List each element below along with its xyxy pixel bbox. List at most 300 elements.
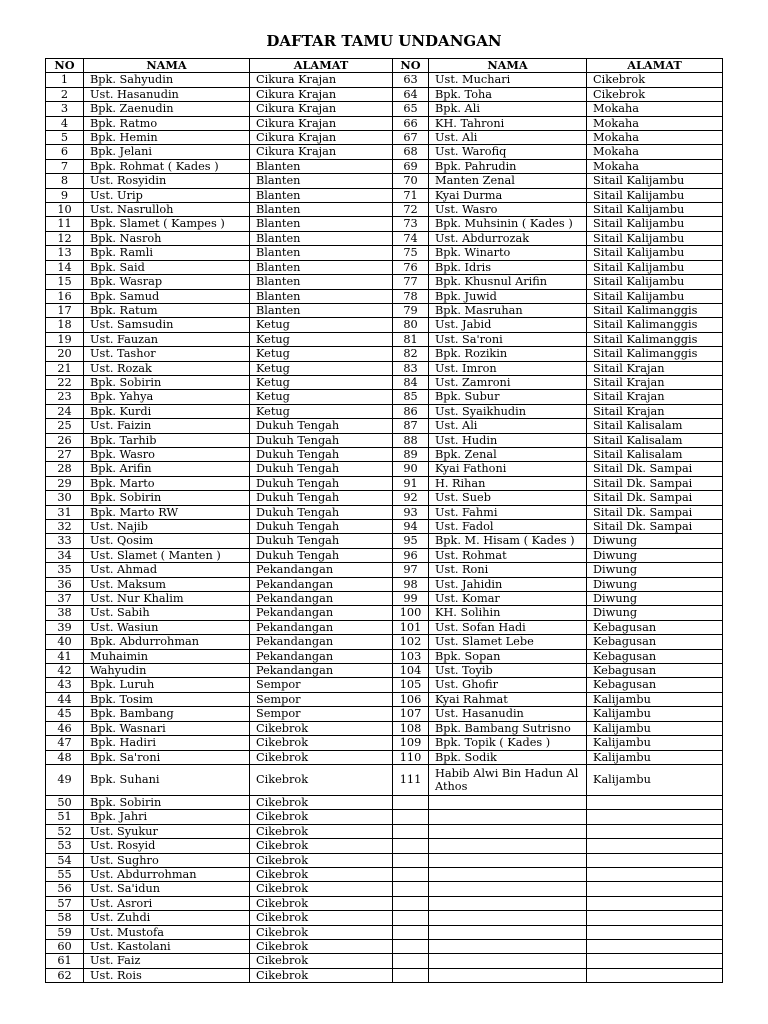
cell-no: 20 — [46, 347, 84, 361]
cell-nama: Bpk. Muhsinin ( Kades ) — [429, 217, 587, 231]
cell-alamat: Mokaha — [587, 131, 723, 145]
table-row — [46, 390, 723, 404]
cell-alamat: Sitail Kalimanggis — [587, 347, 723, 361]
empty-cell — [429, 925, 587, 939]
cell-alamat: Kalijambu — [587, 736, 723, 750]
cell-nama: Ust. Rohmat — [429, 548, 587, 562]
cell-nama: Ust. Zamroni — [429, 375, 587, 389]
cell-nama: Bpk. Juwid — [429, 289, 587, 303]
empty-cell — [587, 911, 723, 925]
cell-no: 62 — [46, 968, 84, 982]
cell-nama: H. Rihan — [429, 476, 587, 490]
empty-cell — [587, 925, 723, 939]
cell-alamat: Diwung — [587, 606, 723, 620]
cell-nama: Ust. Abdurrohman — [84, 867, 250, 881]
cell-no: 71 — [393, 188, 429, 202]
cell-alamat: Sempor — [250, 678, 393, 692]
cell-no: 24 — [46, 404, 84, 418]
cell-nama: Bpk. M. Hisam ( Kades ) — [429, 534, 587, 548]
cell-nama: Bpk. Rozikin — [429, 347, 587, 361]
cell-alamat: Diwung — [587, 563, 723, 577]
cell-nama: Ust. Fahmi — [429, 505, 587, 519]
cell-no: 32 — [46, 520, 84, 534]
table-row — [46, 707, 723, 721]
cell-alamat: Ketug — [250, 390, 393, 404]
cell-alamat: Pekandangan — [250, 664, 393, 678]
cell-no: 83 — [393, 361, 429, 375]
table-row — [46, 318, 723, 332]
cell-nama: Bpk. Sopan — [429, 649, 587, 663]
cell-no: 78 — [393, 289, 429, 303]
cell-no: 53 — [46, 839, 84, 853]
table-row — [46, 520, 723, 534]
cell-nama: KH. Tahroni — [429, 116, 587, 130]
table-row — [46, 692, 723, 706]
cell-no: 80 — [393, 318, 429, 332]
cell-nama: Ust. Rozak — [84, 361, 250, 375]
empty-cell — [587, 939, 723, 953]
cell-nama: Ust. Wasiun — [84, 620, 250, 634]
cell-no: 109 — [393, 736, 429, 750]
cell-no: 1 — [46, 73, 84, 87]
empty-cell — [393, 968, 429, 982]
cell-alamat: Kebagusan — [587, 635, 723, 649]
cell-alamat: Cikebrok — [250, 750, 393, 764]
cell-nama: Ust. Ahmad — [84, 563, 250, 577]
table-row — [46, 246, 723, 260]
cell-no: 12 — [46, 231, 84, 245]
cell-no: 36 — [46, 577, 84, 591]
cell-alamat: Cikebrok — [250, 968, 393, 982]
table-row — [46, 795, 723, 809]
cell-nama: Bpk. Sobirin — [84, 375, 250, 389]
cell-no: 46 — [46, 721, 84, 735]
cell-no: 105 — [393, 678, 429, 692]
cell-no: 57 — [46, 896, 84, 910]
cell-nama: Ust. Slamet Lebe — [429, 635, 587, 649]
cell-alamat: Cikebrok — [250, 839, 393, 853]
table-row — [46, 736, 723, 750]
table-row — [46, 939, 723, 953]
cell-nama: Bpk. Ratmo — [84, 116, 250, 130]
empty-cell — [429, 882, 587, 896]
table-row — [46, 882, 723, 896]
empty-cell — [429, 853, 587, 867]
cell-no: 37 — [46, 592, 84, 606]
cell-nama: Bpk. Hadiri — [84, 736, 250, 750]
cell-no: 15 — [46, 275, 84, 289]
cell-no: 59 — [46, 925, 84, 939]
cell-no: 58 — [46, 911, 84, 925]
cell-no: 18 — [46, 318, 84, 332]
cell-no: 51 — [46, 810, 84, 824]
cell-nama: Bpk. Bambang — [84, 707, 250, 721]
cell-alamat: Cikebrok — [250, 736, 393, 750]
cell-nama: Ust. Imron — [429, 361, 587, 375]
cell-nama: Bpk. Sobirin — [84, 795, 250, 809]
cell-no: 55 — [46, 867, 84, 881]
empty-cell — [429, 939, 587, 953]
cell-no: 16 — [46, 289, 84, 303]
empty-cell — [587, 810, 723, 824]
cell-nama: Ust. Hasanudin — [84, 87, 250, 101]
cell-no: 100 — [393, 606, 429, 620]
cell-alamat: Sitail Kalisalam — [587, 447, 723, 461]
cell-no: 42 — [46, 664, 84, 678]
empty-cell — [587, 954, 723, 968]
cell-nama: Kyai Rahmat — [429, 692, 587, 706]
cell-nama: Ust. Syaikhudin — [429, 404, 587, 418]
cell-no: 30 — [46, 491, 84, 505]
cell-no: 38 — [46, 606, 84, 620]
cell-no: 39 — [46, 620, 84, 634]
cell-alamat: Sitail Kalijambu — [587, 174, 723, 188]
table-row — [46, 260, 723, 274]
cell-no: 17 — [46, 303, 84, 317]
cell-no: 90 — [393, 462, 429, 476]
cell-alamat: Kalijambu — [587, 750, 723, 764]
cell-no: 72 — [393, 203, 429, 217]
cell-nama: Ust. Mustofa — [84, 925, 250, 939]
cell-alamat: Dukuh Tengah — [250, 520, 393, 534]
guest-table — [45, 58, 723, 983]
cell-no: 60 — [46, 939, 84, 953]
cell-no: 95 — [393, 534, 429, 548]
cell-no: 4 — [46, 116, 84, 130]
cell-no: 102 — [393, 635, 429, 649]
cell-nama: Bpk. Abdurrohman — [84, 635, 250, 649]
cell-alamat: Cikebrok — [250, 882, 393, 896]
cell-no: 64 — [393, 87, 429, 101]
cell-nama: Ust. Sa'roni — [429, 332, 587, 346]
table-row — [46, 102, 723, 116]
table-row — [46, 289, 723, 303]
cell-alamat: Sitail Kalijambu — [587, 188, 723, 202]
empty-cell — [429, 867, 587, 881]
cell-no: 79 — [393, 303, 429, 317]
cell-alamat: Dukuh Tengah — [250, 505, 393, 519]
empty-cell — [587, 853, 723, 867]
cell-no: 104 — [393, 664, 429, 678]
cell-alamat: Cikebrok — [250, 764, 393, 795]
cell-no: 67 — [393, 131, 429, 145]
cell-no: 82 — [393, 347, 429, 361]
cell-nama: Bpk. Kurdi — [84, 404, 250, 418]
empty-cell — [393, 867, 429, 881]
table-row — [46, 73, 723, 87]
cell-no: 74 — [393, 231, 429, 245]
cell-no: 40 — [46, 635, 84, 649]
table-row — [46, 606, 723, 620]
cell-nama: Ust. Sughro — [84, 853, 250, 867]
cell-no: 103 — [393, 649, 429, 663]
cell-alamat: Kalijambu — [587, 764, 723, 795]
cell-nama: Bpk. Ratum — [84, 303, 250, 317]
cell-alamat: Diwung — [587, 577, 723, 591]
cell-no: 76 — [393, 260, 429, 274]
empty-cell — [587, 824, 723, 838]
table-row — [46, 476, 723, 490]
cell-alamat: Pekandangan — [250, 606, 393, 620]
cell-nama: Bpk. Sobirin — [84, 491, 250, 505]
cell-no: 31 — [46, 505, 84, 519]
cell-nama: Ust. Maksum — [84, 577, 250, 591]
table-row — [46, 548, 723, 562]
table-row — [46, 505, 723, 519]
cell-nama: Manten Zenal — [429, 174, 587, 188]
empty-cell — [587, 968, 723, 982]
cell-no: 6 — [46, 145, 84, 159]
cell-alamat: Sitail Krajan — [587, 375, 723, 389]
cell-alamat: Cikebrok — [250, 824, 393, 838]
table-row — [46, 563, 723, 577]
cell-no: 99 — [393, 592, 429, 606]
cell-alamat: Pekandangan — [250, 563, 393, 577]
cell-no: 73 — [393, 217, 429, 231]
cell-alamat: Mokaha — [587, 102, 723, 116]
cell-no: 91 — [393, 476, 429, 490]
table-row — [46, 764, 723, 795]
cell-nama: Bpk. Arifin — [84, 462, 250, 476]
empty-cell — [587, 839, 723, 853]
cell-nama: Ust. Sabih — [84, 606, 250, 620]
cell-no: 98 — [393, 577, 429, 591]
cell-alamat: Sitail Kalijambu — [587, 217, 723, 231]
table-row — [46, 275, 723, 289]
cell-nama: Ust. Urip — [84, 188, 250, 202]
header-no: NO — [46, 59, 84, 73]
cell-alamat: Cikura Krajan — [250, 131, 393, 145]
cell-no: 86 — [393, 404, 429, 418]
table-row — [46, 231, 723, 245]
empty-cell — [393, 954, 429, 968]
cell-alamat: Kebagusan — [587, 649, 723, 663]
cell-alamat: Ketug — [250, 404, 393, 418]
cell-no: 21 — [46, 361, 84, 375]
cell-nama: Ust. Jahidin — [429, 577, 587, 591]
cell-nama: Ust. Warofiq — [429, 145, 587, 159]
table-row — [46, 131, 723, 145]
cell-alamat: Pekandangan — [250, 620, 393, 634]
cell-nama: Bpk. Khusnul Arifin — [429, 275, 587, 289]
cell-no: 19 — [46, 332, 84, 346]
cell-nama: Bpk. Idris — [429, 260, 587, 274]
cell-alamat: Ketug — [250, 361, 393, 375]
empty-cell — [393, 896, 429, 910]
cell-nama: Ust. Ali — [429, 419, 587, 433]
cell-alamat: Cikebrok — [587, 87, 723, 101]
cell-alamat: Dukuh Tengah — [250, 462, 393, 476]
empty-cell — [393, 882, 429, 896]
cell-alamat: Blanten — [250, 260, 393, 274]
cell-alamat: Cikebrok — [250, 810, 393, 824]
table-row — [46, 853, 723, 867]
cell-nama: Bpk. Suhani — [84, 764, 250, 795]
table-row — [46, 462, 723, 476]
table-row — [46, 361, 723, 375]
cell-nama: Ust. Abdurrozak — [429, 231, 587, 245]
cell-nama: Ust. Sueb — [429, 491, 587, 505]
cell-alamat: Sitail Krajan — [587, 404, 723, 418]
cell-alamat: Cikebrok — [250, 925, 393, 939]
cell-nama: Ust. Hudin — [429, 433, 587, 447]
empty-cell — [393, 795, 429, 809]
cell-no: 14 — [46, 260, 84, 274]
cell-no: 88 — [393, 433, 429, 447]
cell-no: 84 — [393, 375, 429, 389]
empty-cell — [393, 839, 429, 853]
cell-nama: Ust. Fauzan — [84, 332, 250, 346]
cell-no: 75 — [393, 246, 429, 260]
cell-no: 2 — [46, 87, 84, 101]
cell-alamat: Ketug — [250, 347, 393, 361]
cell-no: 56 — [46, 882, 84, 896]
cell-nama: Bpk. Sodik — [429, 750, 587, 764]
cell-no: 101 — [393, 620, 429, 634]
cell-alamat: Sitail Kalimanggis — [587, 332, 723, 346]
cell-nama: Bpk. Wasro — [84, 447, 250, 461]
table-row — [46, 925, 723, 939]
empty-cell — [587, 795, 723, 809]
cell-nama: Bpk. Rohmat ( Kades ) — [84, 159, 250, 173]
cell-alamat: Cikura Krajan — [250, 87, 393, 101]
cell-no: 27 — [46, 447, 84, 461]
cell-nama: Ust. Wasro — [429, 203, 587, 217]
cell-alamat: Cikebrok — [250, 896, 393, 910]
cell-alamat: Blanten — [250, 246, 393, 260]
cell-alamat: Kebagusan — [587, 678, 723, 692]
table-row — [46, 824, 723, 838]
cell-alamat: Sitail Kalijambu — [587, 231, 723, 245]
table-row — [46, 159, 723, 173]
cell-alamat: Dukuh Tengah — [250, 433, 393, 447]
cell-nama: Ust. Zuhdi — [84, 911, 250, 925]
cell-alamat: Dukuh Tengah — [250, 534, 393, 548]
table-row — [46, 188, 723, 202]
table-row — [46, 839, 723, 853]
cell-no: 45 — [46, 707, 84, 721]
cell-nama: Bpk. Yahya — [84, 390, 250, 404]
table-row — [46, 447, 723, 461]
cell-nama: Ust. Sofan Hadi — [429, 620, 587, 634]
cell-nama: Bpk. Zenal — [429, 447, 587, 461]
table-row — [46, 577, 723, 591]
cell-alamat: Sitail Dk. Sampai — [587, 520, 723, 534]
cell-nama: Ust. Rosyid — [84, 839, 250, 853]
cell-nama: Bpk. Luruh — [84, 678, 250, 692]
cell-no: 49 — [46, 764, 84, 795]
cell-nama: Bpk. Toha — [429, 87, 587, 101]
cell-alamat: Sitail Kalimanggis — [587, 303, 723, 317]
cell-nama: Bpk. Wasnari — [84, 721, 250, 735]
cell-alamat: Sempor — [250, 692, 393, 706]
cell-no: 65 — [393, 102, 429, 116]
table-row — [46, 534, 723, 548]
cell-alamat: Blanten — [250, 159, 393, 173]
cell-nama: Bpk. Pahrudin — [429, 159, 587, 173]
cell-nama: Ust. Komar — [429, 592, 587, 606]
cell-alamat: Kalijambu — [587, 721, 723, 735]
table-row — [46, 116, 723, 130]
cell-alamat: Cikebrok — [250, 911, 393, 925]
cell-no: 111 — [393, 764, 429, 795]
cell-nama: Bpk. Topik ( Kades ) — [429, 736, 587, 750]
cell-alamat: Blanten — [250, 217, 393, 231]
cell-alamat: Sitail Kalijambu — [587, 289, 723, 303]
header-row — [46, 59, 723, 73]
cell-no: 11 — [46, 217, 84, 231]
cell-no: 97 — [393, 563, 429, 577]
cell-no: 10 — [46, 203, 84, 217]
cell-nama: Ust. Najib — [84, 520, 250, 534]
cell-nama: Bpk. Jelani — [84, 145, 250, 159]
cell-no: 8 — [46, 174, 84, 188]
cell-no: 89 — [393, 447, 429, 461]
cell-nama: Bpk. Slamet ( Kampes ) — [84, 217, 250, 231]
cell-alamat: Sitail Kalijambu — [587, 260, 723, 274]
empty-cell — [429, 911, 587, 925]
cell-nama: Kyai Fathoni — [429, 462, 587, 476]
cell-no: 25 — [46, 419, 84, 433]
cell-no: 28 — [46, 462, 84, 476]
cell-nama: Ust. Nasrulloh — [84, 203, 250, 217]
cell-nama: Ust. Asrori — [84, 896, 250, 910]
cell-no: 106 — [393, 692, 429, 706]
cell-no: 96 — [393, 548, 429, 562]
cell-no: 87 — [393, 419, 429, 433]
cell-nama: Ust. Syukur — [84, 824, 250, 838]
cell-alamat: Cikura Krajan — [250, 102, 393, 116]
cell-no: 77 — [393, 275, 429, 289]
table-row — [46, 649, 723, 663]
cell-nama: Bpk. Sa'roni — [84, 750, 250, 764]
cell-alamat: Sitail Kalisalam — [587, 433, 723, 447]
cell-nama: Ust. Nur Khalim — [84, 592, 250, 606]
empty-cell — [393, 939, 429, 953]
cell-alamat: Ketug — [250, 318, 393, 332]
empty-cell — [587, 867, 723, 881]
table-row — [46, 721, 723, 735]
table-row — [46, 491, 723, 505]
cell-alamat: Cikebrok — [250, 954, 393, 968]
cell-nama: Ust. Faizin — [84, 419, 250, 433]
cell-alamat: Cikura Krajan — [250, 73, 393, 87]
cell-no: 94 — [393, 520, 429, 534]
table-row — [46, 620, 723, 634]
cell-alamat: Blanten — [250, 275, 393, 289]
cell-alamat: Kalijambu — [587, 707, 723, 721]
cell-no: 50 — [46, 795, 84, 809]
cell-alamat: Blanten — [250, 231, 393, 245]
table-row — [46, 174, 723, 188]
cell-alamat: Diwung — [587, 534, 723, 548]
table-row — [46, 678, 723, 692]
cell-no: 61 — [46, 954, 84, 968]
cell-no: 7 — [46, 159, 84, 173]
table-row — [46, 332, 723, 346]
cell-alamat: Ketug — [250, 332, 393, 346]
cell-alamat: Sitail Kalijambu — [587, 275, 723, 289]
cell-no: 3 — [46, 102, 84, 116]
empty-cell — [393, 925, 429, 939]
cell-nama: Ust. Muchari — [429, 73, 587, 87]
cell-alamat: Sitail Dk. Sampai — [587, 491, 723, 505]
empty-cell — [429, 954, 587, 968]
header-nama: NAMA — [84, 59, 250, 73]
cell-alamat: Kebagusan — [587, 664, 723, 678]
cell-nama: Ust. Ali — [429, 131, 587, 145]
cell-nama: Bpk. Winarto — [429, 246, 587, 260]
